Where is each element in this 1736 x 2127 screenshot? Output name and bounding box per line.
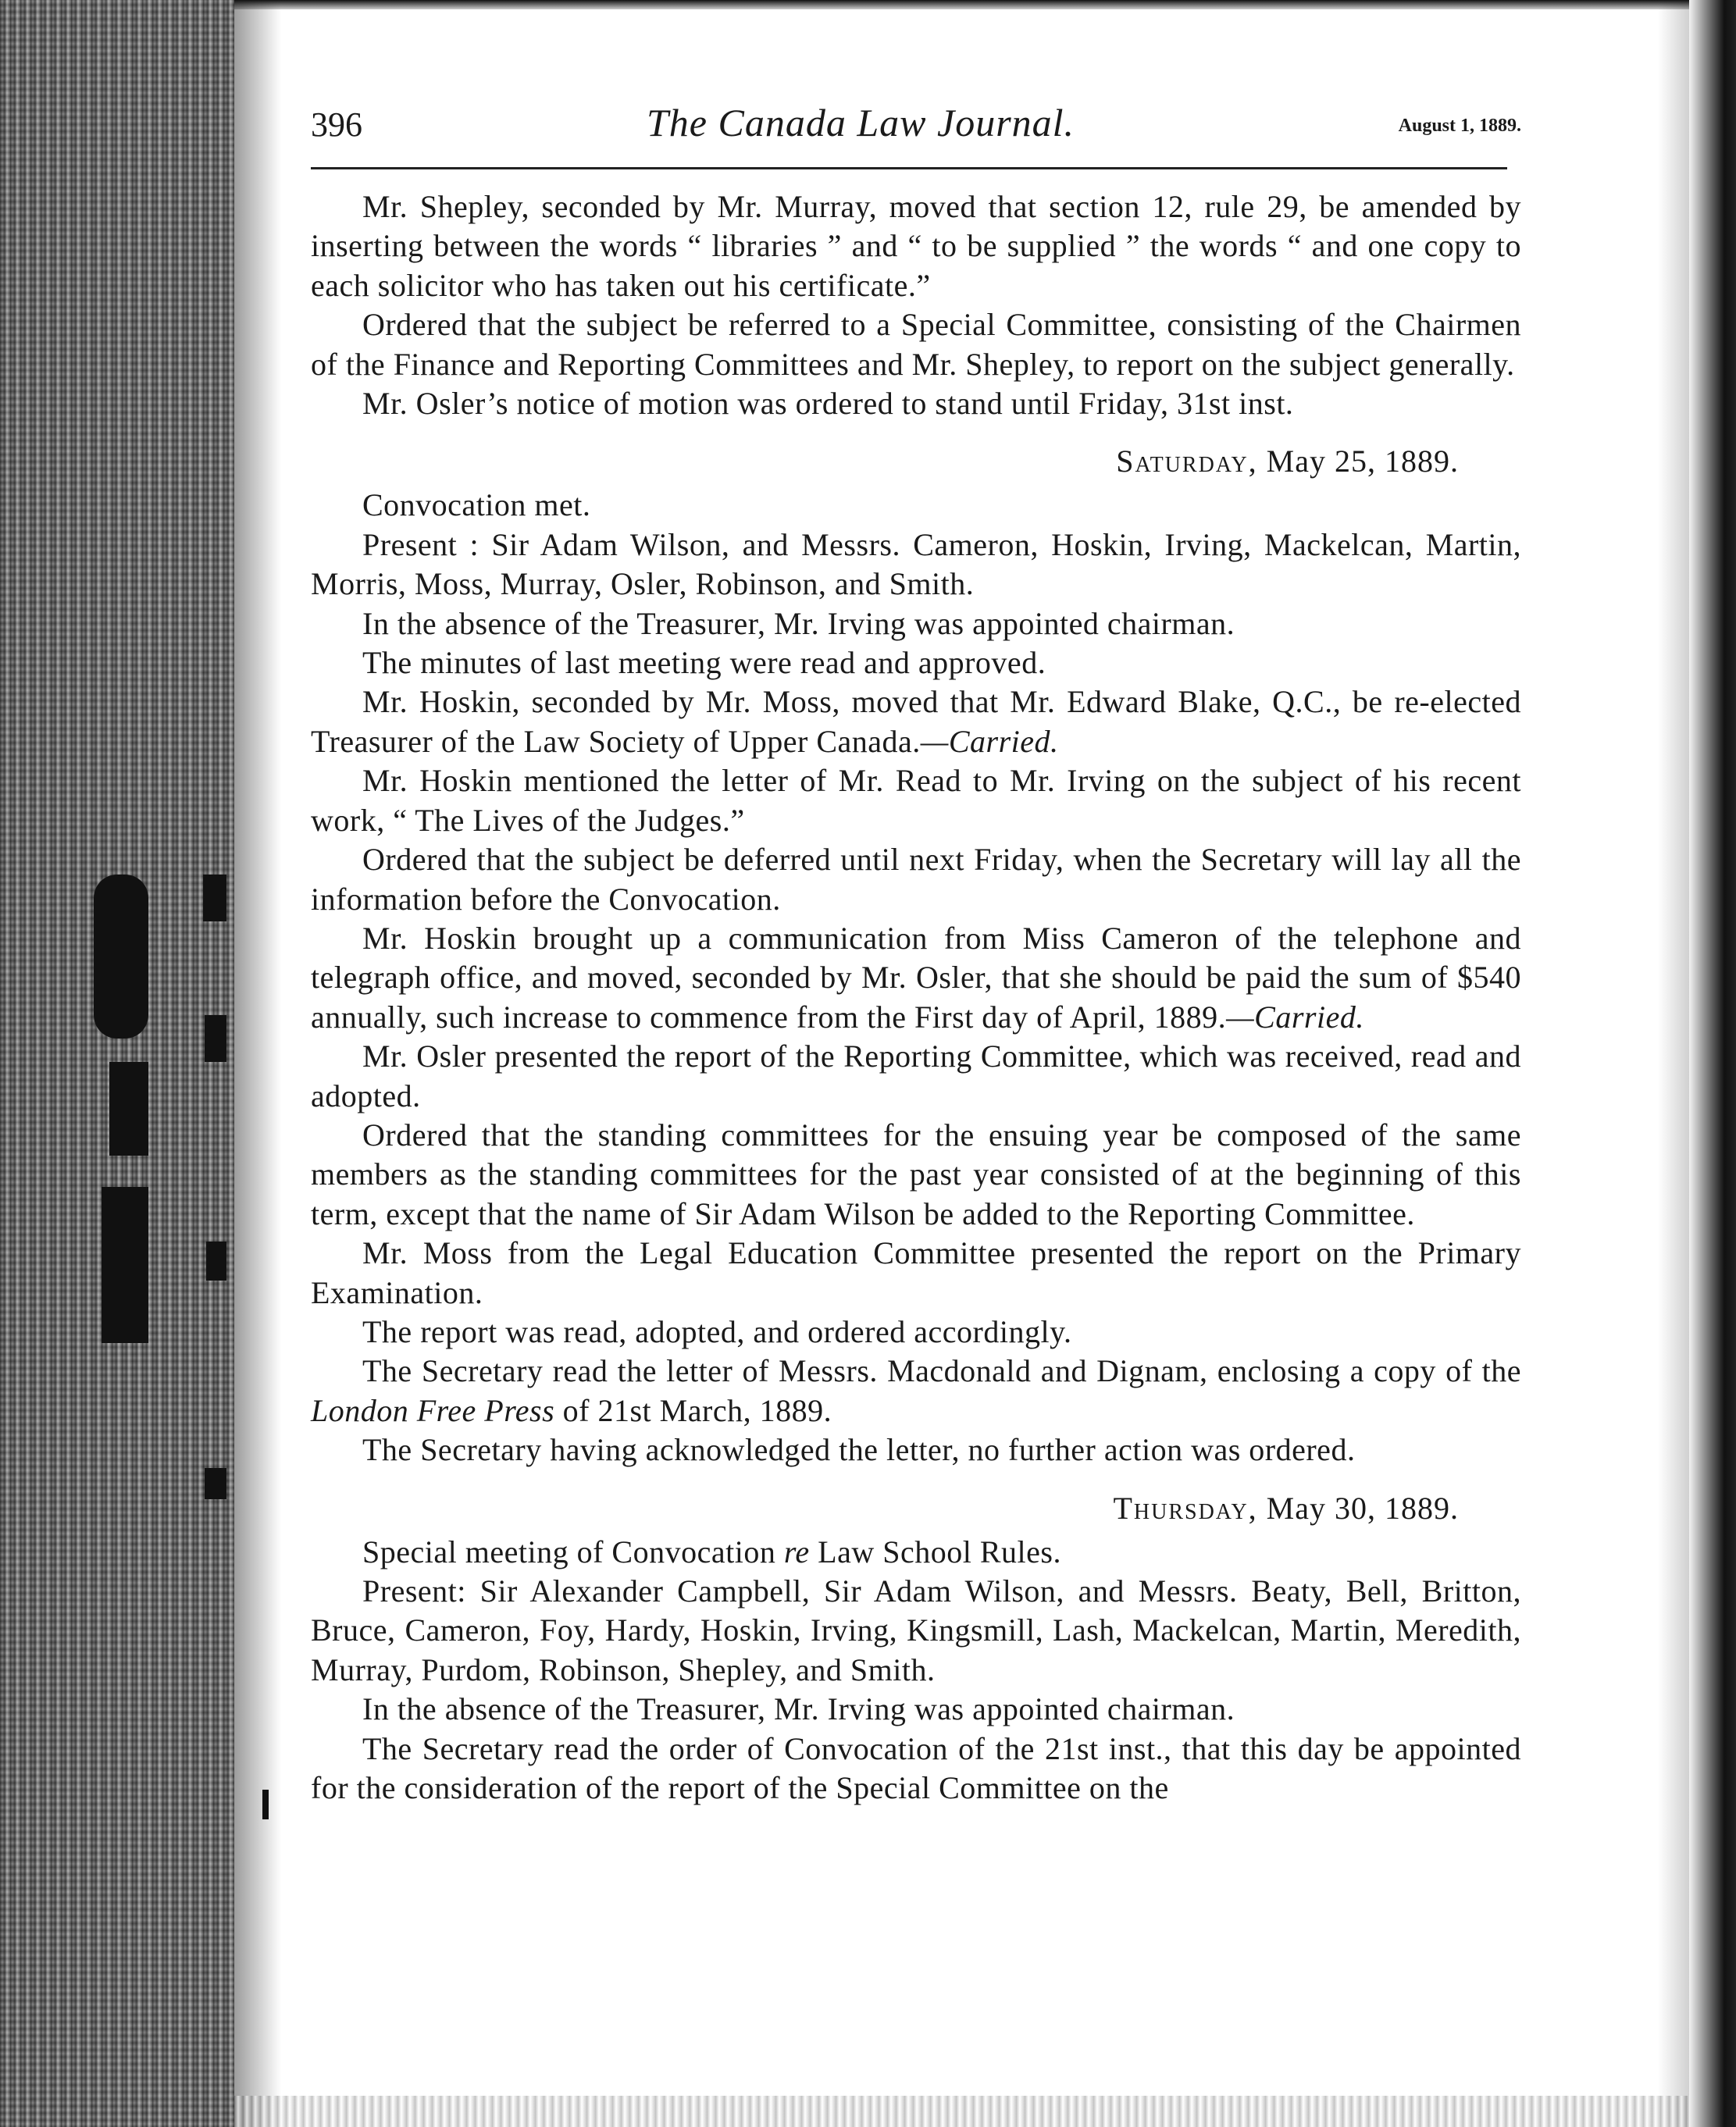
spine-mark bbox=[102, 1187, 148, 1343]
spine-mark bbox=[203, 875, 226, 921]
paragraph: Present: Sir Alexander Campbell, Sir Adam Wilson, and Messrs. Beaty, Bell, Britton, Bruce, Cameron, Foy, Hardy, Hoskin, Irving, Kingsmill, Lash, Mackelcan, Martin, Meredith, Murray, Purdom, Robinson, Shepley, and Smith. bbox=[311, 1573, 1521, 1687]
paragraph: The minutes of last meeting were read and approved. bbox=[362, 645, 1046, 681]
article-body bbox=[311, 187, 1521, 1808]
header-rule bbox=[311, 167, 1507, 169]
paragraph: In the absence of the Treasurer, Mr. Irving was appointed chairman. bbox=[362, 605, 1235, 641]
paragraph: Mr. Shepley, seconded by Mr. Murray, moved that section 12, rule 29, be amended by inserting between the words “ libraries ” and “ to be supplied ” the words “ and one copy to each solicitor who has taken out his certificate.” bbox=[311, 189, 1521, 303]
date-weekday: Thursday, bbox=[1113, 1490, 1258, 1526]
paragraph: Mr. Hoskin mentioned the letter of Mr. Read to Mr. Irving on the subject of his recent work, “ The Lives of the Judges.” bbox=[311, 763, 1521, 838]
spine-mark bbox=[262, 1790, 269, 1819]
journal-page bbox=[311, 100, 1521, 1806]
paragraph bbox=[311, 919, 1521, 1037]
paragraph: Mr. Osler presented the report of the Reporting Committee, which was received, read and adopted. bbox=[311, 1039, 1521, 1113]
paragraph bbox=[311, 1352, 1521, 1430]
paragraph-text: The Secretary read the letter of Messrs. Macdonald and Dignam, enclosing a copy of the bbox=[362, 1353, 1521, 1389]
page-number: 396 bbox=[311, 105, 362, 144]
paragraph: Ordered that the subject be referred to a Special Committee, consisting of the Chairmen of the Finance and Reporting Committees and Mr. Shepley, to report on the subject generally. bbox=[311, 307, 1521, 382]
spine-mark bbox=[205, 1015, 226, 1062]
paragraph-text: Mr. Hoskin, seconded by Mr. Moss, moved that Mr. Edward Blake, Q.C., be re-elected Treasurer of the Law Society of Upper Canada. bbox=[311, 684, 1521, 759]
meeting-date-thursday bbox=[311, 1489, 1521, 1528]
paragraph: The Secretary having acknowledged the letter, no further action was ordered. bbox=[362, 1432, 1356, 1468]
spine-mark bbox=[94, 875, 148, 1039]
issue-date: August 1, 1889. bbox=[1398, 116, 1521, 136]
date-weekday: Saturday, bbox=[1116, 444, 1258, 479]
spine-mark bbox=[205, 1468, 226, 1499]
paragraph: In the absence of the Treasurer, Mr. Irving was appointed chairman. bbox=[362, 1691, 1235, 1727]
journal-title: The Canada Law Journal. bbox=[647, 101, 1075, 144]
paragraph-text: Special meeting of Convocation bbox=[362, 1534, 784, 1569]
date-text: May 25, 1889. bbox=[1266, 444, 1459, 479]
paragraph: Mr. Moss from the Legal Education Committee presented the report on the Primary Examination. bbox=[311, 1235, 1521, 1310]
carried-note: —Carried. bbox=[920, 723, 1059, 759]
page-right-edge bbox=[1689, 0, 1736, 2127]
paragraph bbox=[311, 1533, 1521, 1572]
page-top-edge bbox=[234, 0, 1689, 9]
page-bottom-edge bbox=[234, 2096, 1689, 2127]
paragraph-text: Law School Rules. bbox=[809, 1534, 1061, 1569]
paragraph: The report was read, adopted, and ordered accordingly. bbox=[362, 1313, 1072, 1349]
newspaper-title: London Free Press bbox=[311, 1392, 555, 1428]
page-right-shadow bbox=[1658, 0, 1689, 2127]
running-head bbox=[311, 100, 1521, 155]
meeting-date-saturday bbox=[311, 442, 1521, 481]
carried-note: —Carried. bbox=[1226, 999, 1364, 1035]
date-text: May 30, 1889. bbox=[1266, 1490, 1459, 1526]
paragraph: Ordered that the subject be deferred until next Friday, when the Secretary will lay all the information before the Convocation. bbox=[311, 842, 1521, 917]
spine-mark bbox=[109, 1062, 148, 1156]
paragraph: Present : Sir Adam Wilson, and Messrs. Cameron, Hoskin, Irving, Mackelcan, Martin, Morris, Moss, Murray, Osler, Robinson, and Smith. bbox=[311, 526, 1521, 602]
paragraph: Mr. Osler’s notice of motion was ordered to stand until Friday, 31st inst. bbox=[362, 386, 1294, 422]
paragraph-text: of 21st March, 1889. bbox=[554, 1392, 832, 1428]
spine-mark bbox=[206, 1242, 226, 1281]
paragraph bbox=[311, 682, 1521, 761]
paragraph: The Secretary read the order of Convocation of the 21st inst., that this day be appointed for the consideration of the report of the Special Committee on the bbox=[311, 1730, 1521, 1806]
paragraph-text: Mr. Hoskin brought up a communication from Miss Cameron of the telephone and telegraph office, and moved, seconded by Mr. Osler, that she should be paid the sum of $540 annually, such increase to commence from the First day of April, 1889. bbox=[311, 920, 1521, 1035]
binding-shadow bbox=[234, 0, 281, 2127]
re-italic: re bbox=[783, 1534, 810, 1569]
paragraph: Ordered that the standing committees for the ensuing year be composed of the same members as the standing committees for the past year consisted of at the beginning of this term, except that the name of Sir Adam Wilson be added to the Reporting Committee. bbox=[311, 1117, 1521, 1231]
paragraph: Convocation met. bbox=[362, 487, 591, 523]
